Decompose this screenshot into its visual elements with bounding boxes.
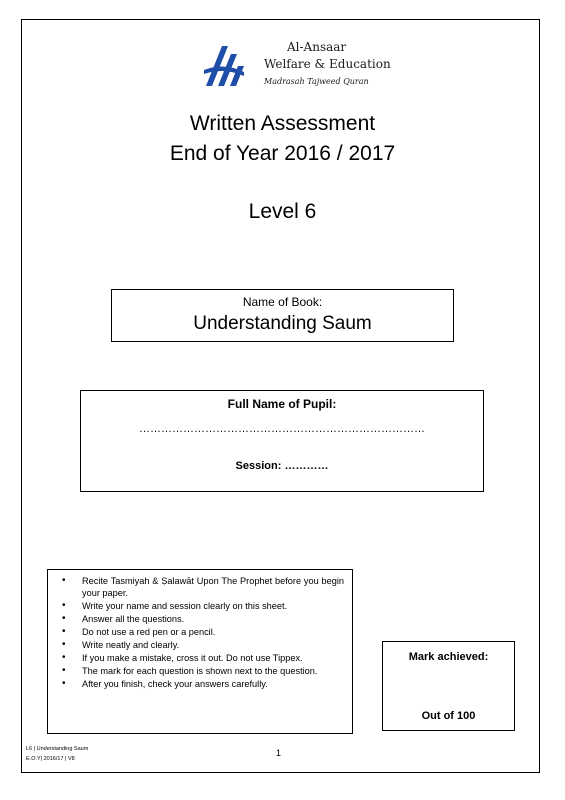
footer-line-2: E.O.Y| 2016/17 | V8 xyxy=(26,756,75,762)
instruction-item: • The mark for each question is shown next to the question. xyxy=(62,665,344,677)
instructions-list xyxy=(48,570,352,690)
pupil-details-box xyxy=(80,390,484,492)
book-label: Name of Book: xyxy=(242,295,323,309)
pupil-name-blank: …………………………………………………………………… xyxy=(139,423,425,435)
instructions-box xyxy=(47,569,353,734)
logo-subtitle: Welfare & Education xyxy=(264,57,391,71)
logo-tagline: Madrasah Tajweed Quran xyxy=(264,77,369,86)
title-line-1: Written Assessment xyxy=(189,112,376,135)
al-ansaar-logo-icon xyxy=(200,40,248,92)
logo xyxy=(200,36,391,96)
footer-info xyxy=(26,744,88,764)
book-name: Understanding Saum xyxy=(193,313,372,334)
instruction-item: • Write neatly and clearly. xyxy=(62,639,344,651)
instruction-item: • Do not use a red pen or a pencil. xyxy=(62,626,344,638)
instruction-item: • Write your name and session clearly on this sheet. xyxy=(62,600,344,612)
pupil-name-label: Full Name of Pupil: xyxy=(227,397,337,411)
book-name-box xyxy=(111,289,454,342)
title-line-2: End of Year 2016 / 2017 xyxy=(169,142,396,165)
instruction-item: • Answer all the questions. xyxy=(62,613,344,625)
level-heading: Level 6 xyxy=(248,200,317,223)
page-number: 1 xyxy=(276,748,282,758)
mark-out-of: Out of 100 xyxy=(421,710,476,722)
mark-label: Mark achieved: xyxy=(408,651,489,663)
instruction-item: • After you finish, check your answers carefully. xyxy=(62,678,344,690)
logo-name: Al-Ansaar xyxy=(287,40,347,54)
footer-line-1: L6 | Understanding Saum xyxy=(26,746,89,752)
mark-box xyxy=(382,641,515,731)
instruction-item: • If you make a mistake, cross it out. Do not use Tippex. xyxy=(62,652,344,664)
session-field: Session: ………… xyxy=(235,460,329,472)
instruction-item: • Recite Tasmiyah & Ṣalawāt Upon The Prophet before you begin your paper. xyxy=(62,575,344,599)
